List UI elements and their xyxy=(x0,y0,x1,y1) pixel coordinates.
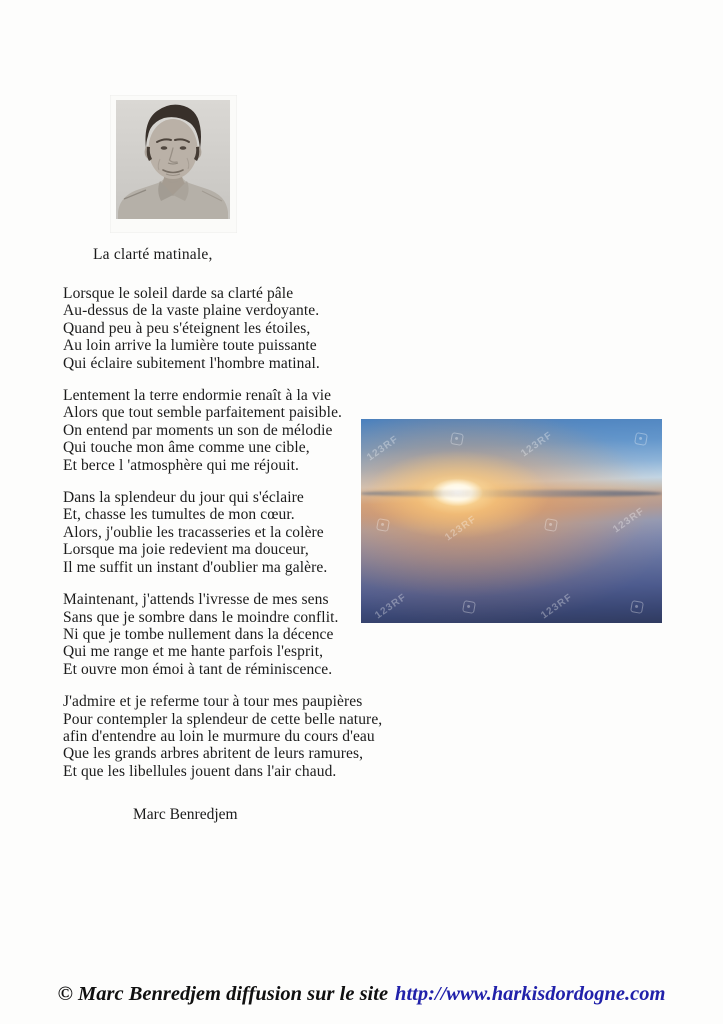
footer-copyright-text: © Marc Benredjem diffusion sur le site xyxy=(57,983,389,1005)
poem-line: Quand peu à peu s'éteignent les étoiles, xyxy=(63,319,311,337)
poem-stanza-3 xyxy=(63,489,383,576)
poem-line: Ni que je tombe nullement dans la décence xyxy=(63,625,334,643)
poem-line: Lorsque le soleil darde sa clarté pâle xyxy=(63,285,294,302)
poem-line: Pour contempler la splendeur de cette belle nature, xyxy=(63,710,383,728)
sunrise-clouds-photo xyxy=(361,419,662,623)
stock-watermark-text: 123RF xyxy=(443,513,479,544)
poem-line: Au-dessus de la vaste plaine verdoyante. xyxy=(63,302,320,320)
poem-line: Qui touche mon âme comme une cible, xyxy=(63,439,310,457)
stock-watermark-text: 123RF xyxy=(373,591,409,622)
stock-watermark-logo-icon xyxy=(540,514,562,536)
poem-line: Lorsque ma joie redevient ma douceur, xyxy=(63,541,309,559)
poem-line: Alors que tout semble parfaitement paisible. xyxy=(63,404,343,422)
poem-line: Lentement la terre endormie renaît à la vie xyxy=(63,387,332,405)
poem-line: J'admire et je referme tour à tour mes paupières xyxy=(63,693,363,711)
poem-line: Il me suffit un instant d'oublier ma galère. xyxy=(63,558,328,576)
poem-line: Qui me range et me hante parfois l'esprit, xyxy=(63,643,324,661)
horizon-cloud-band xyxy=(361,490,662,497)
poem-stanza-1 xyxy=(63,285,383,372)
poem-line: Maintenant, j'attends l'ivresse de mes sens xyxy=(63,591,329,609)
poem-body xyxy=(63,285,383,795)
stock-watermark-text: 123RF xyxy=(365,433,401,464)
stock-watermark-text: 123RF xyxy=(519,429,555,460)
poem-author-signature: Marc Benredjem xyxy=(133,806,238,823)
poem-line: Sans que je sombre dans le moindre conflit. xyxy=(63,608,339,626)
poem-line: Dans la splendeur du jour qui s'éclaire xyxy=(63,489,304,507)
stock-watermark-logo-icon xyxy=(458,596,480,618)
stock-watermark-logo-icon xyxy=(630,428,652,450)
poem-line: Que les grands arbres abritent de leurs ramures, xyxy=(63,745,364,763)
poem-title: La clarté matinale, xyxy=(93,246,213,263)
poem-stanza-5 xyxy=(63,693,383,780)
author-portrait-photo xyxy=(110,95,237,233)
footer-copyright xyxy=(0,983,723,1006)
footer-site-link[interactable]: http://www.harkisdordogne.com xyxy=(395,983,666,1005)
portrait-illustration xyxy=(110,95,237,233)
poem-line: Qui éclaire subitement l'hombre matinal. xyxy=(63,354,320,372)
poem-line: Et, chasse les tumultes de mon cœur. xyxy=(63,506,295,524)
stock-watermark-logo-icon xyxy=(372,514,394,536)
stock-watermark-logo-icon xyxy=(446,428,468,450)
stock-watermark-text: 123RF xyxy=(611,505,647,536)
stock-watermark-logo-icon xyxy=(626,596,648,618)
poem-stanza-2 xyxy=(63,387,383,474)
poem-line: Et ouvre mon émoi à tant de réminiscence. xyxy=(63,660,333,678)
poem-line: On entend par moments un son de mélodie xyxy=(63,421,333,439)
poem-stanza-4 xyxy=(63,591,383,678)
poem-line: Et berce l 'atmosphère qui me réjouit. xyxy=(63,456,299,474)
stock-watermark-text: 123RF xyxy=(539,591,575,622)
poem-line: afin d'entendre au loin le murmure du cours d'eau xyxy=(63,727,375,745)
poem-line: Et que les libellules jouent dans l'air chaud. xyxy=(63,762,337,780)
poem-line: Au loin arrive la lumière toute puissante xyxy=(63,337,317,355)
poem-line: Alors, j'oublie les tracasseries et la colère xyxy=(63,523,324,541)
